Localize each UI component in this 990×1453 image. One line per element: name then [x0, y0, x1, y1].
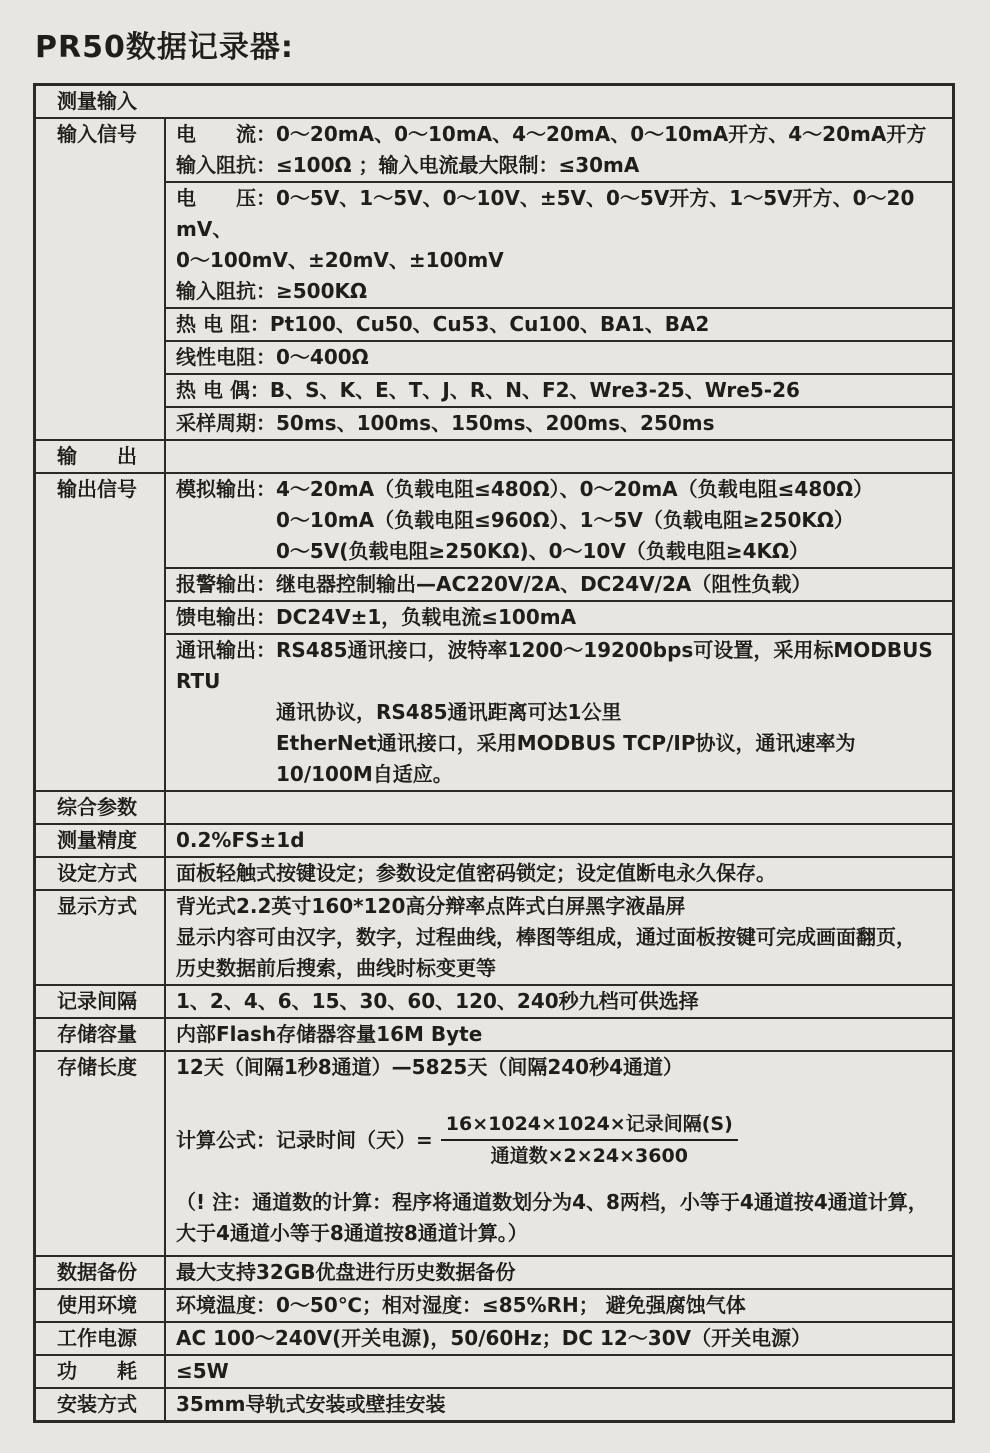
formula-fraction	[441, 1110, 738, 1170]
spec-line: 电 压：0～5V、1～5V、0～10V、±5V、0～5V开方、1～5V开方、0～20 mV、	[176, 186, 915, 241]
row-value	[166, 119, 952, 439]
sub-row-data-backup	[166, 1257, 952, 1288]
spec-row-accuracy	[36, 823, 952, 856]
row-label: 存储长度	[36, 1052, 166, 1255]
spec-line: 电 流：0～20mA、0～10mA、4～20mA、0～10mA开方、4～20mA开方	[176, 122, 927, 146]
formula-numerator: 16×1024×1024×记录间隔(S)	[441, 1110, 738, 1141]
sub-row-analog-output	[166, 474, 952, 567]
sub-row-communication-output	[166, 633, 952, 790]
section-label: 综合参数	[36, 792, 166, 823]
sub-row-sampling-period	[166, 406, 952, 439]
sub-row-alarm-output	[166, 567, 952, 600]
sub-row-voltage	[166, 181, 952, 307]
spec-line: 内部Flash存储器容量16M Byte	[176, 1022, 483, 1046]
spec-line: 通讯输出：RS485通讯接口，波特率1200～19200bps可设置，采用标MODBUS RTU	[176, 638, 933, 693]
row-label: 记录间隔	[36, 986, 166, 1017]
sub-row-storage-capacity	[166, 1019, 952, 1050]
section-row-measure-input	[36, 86, 952, 117]
spec-line: 0.2%FS±1d	[176, 828, 305, 852]
row-label: 安装方式	[36, 1389, 166, 1420]
spec-line: 12天（间隔1秒8通道）—5825天（间隔240秒4通道）	[176, 1055, 683, 1079]
spec-line: 通讯协议，RS485通讯距离可达1公里	[276, 700, 622, 724]
sub-row-operating-environment	[166, 1290, 952, 1321]
row-label: 设定方式	[36, 858, 166, 889]
row-value	[166, 1257, 952, 1288]
sub-row-thermocouple	[166, 373, 952, 406]
spec-row-display-method	[36, 889, 952, 984]
spec-line: AC 100～240V(开关电源)，50/60Hz；DC 12～30V（开关电源）	[176, 1326, 812, 1350]
spec-line: 0～10mA（负载电阻≤960Ω）、1～5V（负载电阻≥250KΩ）	[276, 508, 854, 532]
spec-line: （! 注：通道数的计算：程序将通道数划分为4、8两档，小等于4通道按4通道计算，	[176, 1190, 928, 1214]
storage-formula	[176, 1110, 946, 1170]
spec-line: 采样周期：50ms、100ms、150ms、200ms、250ms	[176, 411, 715, 435]
row-value	[166, 858, 952, 889]
sub-row-installation	[166, 1389, 952, 1420]
spec-row-output-signal	[36, 472, 952, 790]
spec-line: 模拟输出：4～20mA（负载电阻≤480Ω）、0～20mA（负载电阻≤480Ω）	[176, 477, 874, 501]
spec-line: 显示内容可由汉字，数字，过程曲线，棒图等组成，通过面板按键可完成画面翻页，	[176, 925, 916, 949]
spec-line: 面板轻触式按键设定；参数设定值密码锁定；设定值断电永久保存。	[176, 861, 776, 885]
page-title: PR50数据记录器:	[35, 30, 294, 65]
spec-line: 热 电 偶：B、S、K、E、T、J、R、N、F2、Wre3-25、Wre5-26	[176, 378, 800, 402]
row-label: 测量精度	[36, 825, 166, 856]
row-label: 功 耗	[36, 1356, 166, 1387]
sub-row-accuracy	[166, 825, 952, 856]
spec-line: 历史数据前后搜索，曲线时标变更等	[176, 956, 496, 980]
row-label: 工作电源	[36, 1323, 166, 1354]
row-value	[166, 1290, 952, 1321]
spec-row-power-consumption	[36, 1354, 952, 1387]
spec-line: 热 电 阻：Pt100、Cu50、Cu53、Cu100、BA1、BA2	[176, 312, 710, 336]
row-label: 数据备份	[36, 1257, 166, 1288]
spec-line: 报警输出：继电器控制输出—AC220V/2A、DC24V/2A（阻性负载）	[176, 572, 812, 596]
sub-row-current	[166, 119, 952, 181]
spec-line: 0～100mV、±20mV、±100mV	[176, 248, 504, 272]
row-value	[166, 1389, 952, 1420]
storage-length-content	[166, 1052, 952, 1255]
spec-row-setting-method	[36, 856, 952, 889]
spec-line: 线性电阻：0～400Ω	[176, 345, 369, 369]
spec-row-power-supply	[36, 1321, 952, 1354]
sub-row-power-consumption	[166, 1356, 952, 1387]
spec-line: 环境温度：0～50℃；相对湿度：≤85%RH； 避免强腐蚀气体	[176, 1293, 746, 1317]
row-value	[166, 891, 952, 984]
spec-line: 最大支持32GB优盘进行历史数据备份	[176, 1260, 516, 1284]
row-label: 输出信号	[36, 474, 166, 790]
row-value	[166, 825, 952, 856]
row-label: 显示方式	[36, 891, 166, 984]
sub-row-power-supply	[166, 1323, 952, 1354]
spec-line: ≤5W	[176, 1359, 229, 1383]
spec-line: 35mm导轨式安装或壁挂安装	[176, 1392, 446, 1416]
row-label: 输入信号	[36, 119, 166, 439]
section-row-general-params	[36, 790, 952, 823]
empty-cell	[166, 792, 952, 823]
section-label: 输 出	[36, 441, 166, 472]
spec-line: 馈电输出：DC24V±1，负载电流≤100mA	[176, 605, 577, 629]
row-value	[166, 1052, 952, 1255]
formula-denominator: 通道数×2×24×3600	[490, 1145, 688, 1167]
row-value	[166, 1323, 952, 1354]
spec-row-operating-environment	[36, 1288, 952, 1321]
row-value	[166, 474, 952, 790]
spec-line: EtherNet通讯接口，采用MODBUS TCP/IP协议，通讯速率为10/100M自适应。	[276, 731, 856, 786]
spec-row-storage-length	[36, 1050, 952, 1255]
spec-line: 输入阻抗：≤100Ω ；输入电流最大限制：≤30mA	[176, 153, 640, 177]
row-value	[166, 1356, 952, 1387]
spec-table	[33, 83, 955, 1423]
row-label: 存储容量	[36, 1019, 166, 1050]
spec-row-input-signal	[36, 117, 952, 439]
spec-line: 大于4通道小等于8通道按8通道计算。）	[176, 1221, 528, 1245]
section-row-output	[36, 439, 952, 472]
row-label: 使用环境	[36, 1290, 166, 1321]
spec-row-installation	[36, 1387, 952, 1420]
empty-cell	[166, 441, 952, 472]
spec-line: 1、2、4、6、15、30、60、120、240秒九档可供选择	[176, 989, 699, 1013]
sub-row-setting-method	[166, 858, 952, 889]
sub-row-display-method	[166, 891, 952, 984]
spec-row-data-backup	[36, 1255, 952, 1288]
spec-line: 输入阻抗：≥500KΩ	[176, 279, 368, 303]
sub-row-record-interval	[166, 986, 952, 1017]
sub-row-linear-resistance	[166, 340, 952, 373]
spec-line: 0～5V(负载电阻≥250KΩ)、0～10V（负载电阻≥4KΩ）	[276, 539, 809, 563]
spec-line: 背光式2.2英寸160*120高分辩率点阵式白屏黑字液晶屏	[176, 894, 686, 918]
sub-row-feed-output	[166, 600, 952, 633]
spec-row-record-interval	[36, 984, 952, 1017]
row-value	[166, 986, 952, 1017]
formula-prefix: 计算公式：记录时间（天）=	[176, 1127, 433, 1152]
spec-row-storage-capacity	[36, 1017, 952, 1050]
sub-row-rtd	[166, 307, 952, 340]
section-label: 测量输入	[57, 89, 137, 113]
row-value	[166, 1019, 952, 1050]
